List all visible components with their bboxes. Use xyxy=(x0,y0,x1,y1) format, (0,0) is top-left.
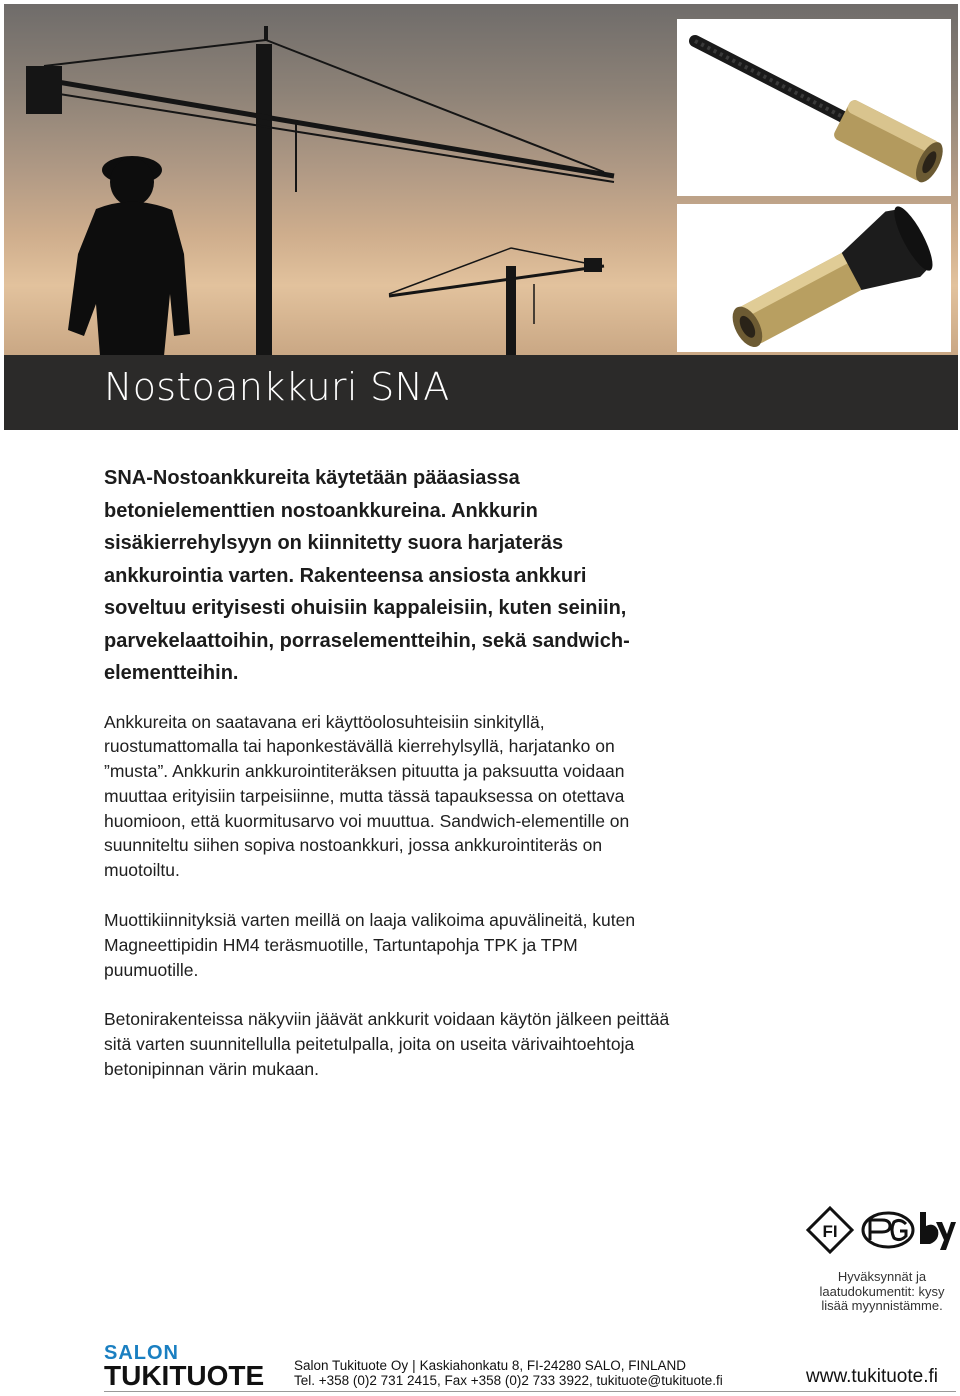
footer-contact: Salon Tukituote Oy | Kaskiahonkatu 8, FI-24280 SALO, FINLAND Tel. +358 (0)2 731 2415, Fax +358 (0)2 733 3922, tukituote@tukituote.fi xyxy=(294,1358,723,1388)
worker-silhouette xyxy=(68,156,190,356)
footer-company: Salon Tukituote Oy xyxy=(294,1358,409,1373)
main-content xyxy=(104,462,674,1107)
lead-paragraph: SNA-Nostoankkureita käytetään pääasiassa betonielementtien nostoankkureina. Ankkurin sisäkierrehylsyyn on kiinnitetty suora harjateräs ankkurointia varten. Rakenteensa ansiosta ankkuri soveltuu erityisesti ohuisiin kappaleisiin, kuten seiniin, parvekelaattoihin, porraselementteihin, sekä sandwich-elementteihin. xyxy=(104,467,630,684)
certification-logos xyxy=(806,1206,956,1254)
product-image-threaded-anchor xyxy=(677,19,951,196)
paragraph-mould-fixing: Muottikiinnityksiä varten meillä on laaja valikoima apuvälineitä, kuten Magneettipidin HM4 teräsmuotille, Tartuntapohja TPK ja TPM puumuotille. xyxy=(104,910,636,980)
product-image-sandwich-anchor xyxy=(677,204,951,352)
logo-line-2: TUKITUOTE xyxy=(104,1360,265,1391)
footer-phone-email: Tel. +358 (0)2 731 2415, Fax +358 (0)2 733 3922, tukituote@tukituote.fi xyxy=(294,1373,723,1388)
website-link[interactable]: www.tukituote.fi xyxy=(806,1366,938,1387)
pct-mark-icon xyxy=(863,1213,913,1247)
paragraph-usage: Ankkureita on saatavana eri käyttöolosuhteisiin sinkityllä, ruostumattomalla tai haponkestävällä kierrehylsyllä, harjatanko on ”musta”. Ankkurin ankkurointiteräksen pituutta ja paksuutta voidaan muuttaa erityisiin tarpeisiinne, mutta tässä tapauksessa on otettava huomioon, että kuormitusarvo voi muuttua. Sandwich-elementille on suunniteltu siihen sopiva nostoankkuri, jossa ankkurointiteräs on muotoiltu. xyxy=(104,711,630,881)
title-bar xyxy=(4,355,958,430)
paragraph-covering: Betonirakenteissa näkyviin jäävät ankkurit voidaan käytön jälkeen peittää sitä varten suunnitellulla peitetulpalla, joita on useita värivaihtoehtoja betonipinnan värin mukaan. xyxy=(104,1009,670,1080)
by-mark-icon xyxy=(920,1212,956,1250)
footer-address: Kaskiahonkatu 8, FI-24280 SALO, FINLAND xyxy=(419,1358,686,1373)
footer-divider xyxy=(104,1391,956,1392)
page-title: Nostoankkuri SNA xyxy=(104,365,450,409)
company-logo xyxy=(104,1344,264,1390)
logo-line-1: SALON xyxy=(104,1342,179,1364)
hero-image xyxy=(4,4,958,356)
svg-text:FI: FI xyxy=(822,1222,838,1241)
fi-mark-icon xyxy=(808,1208,852,1252)
approval-note: Hyväksynnät ja laatudokumentit: kysy lisää myynnistämme. xyxy=(819,1269,945,1313)
